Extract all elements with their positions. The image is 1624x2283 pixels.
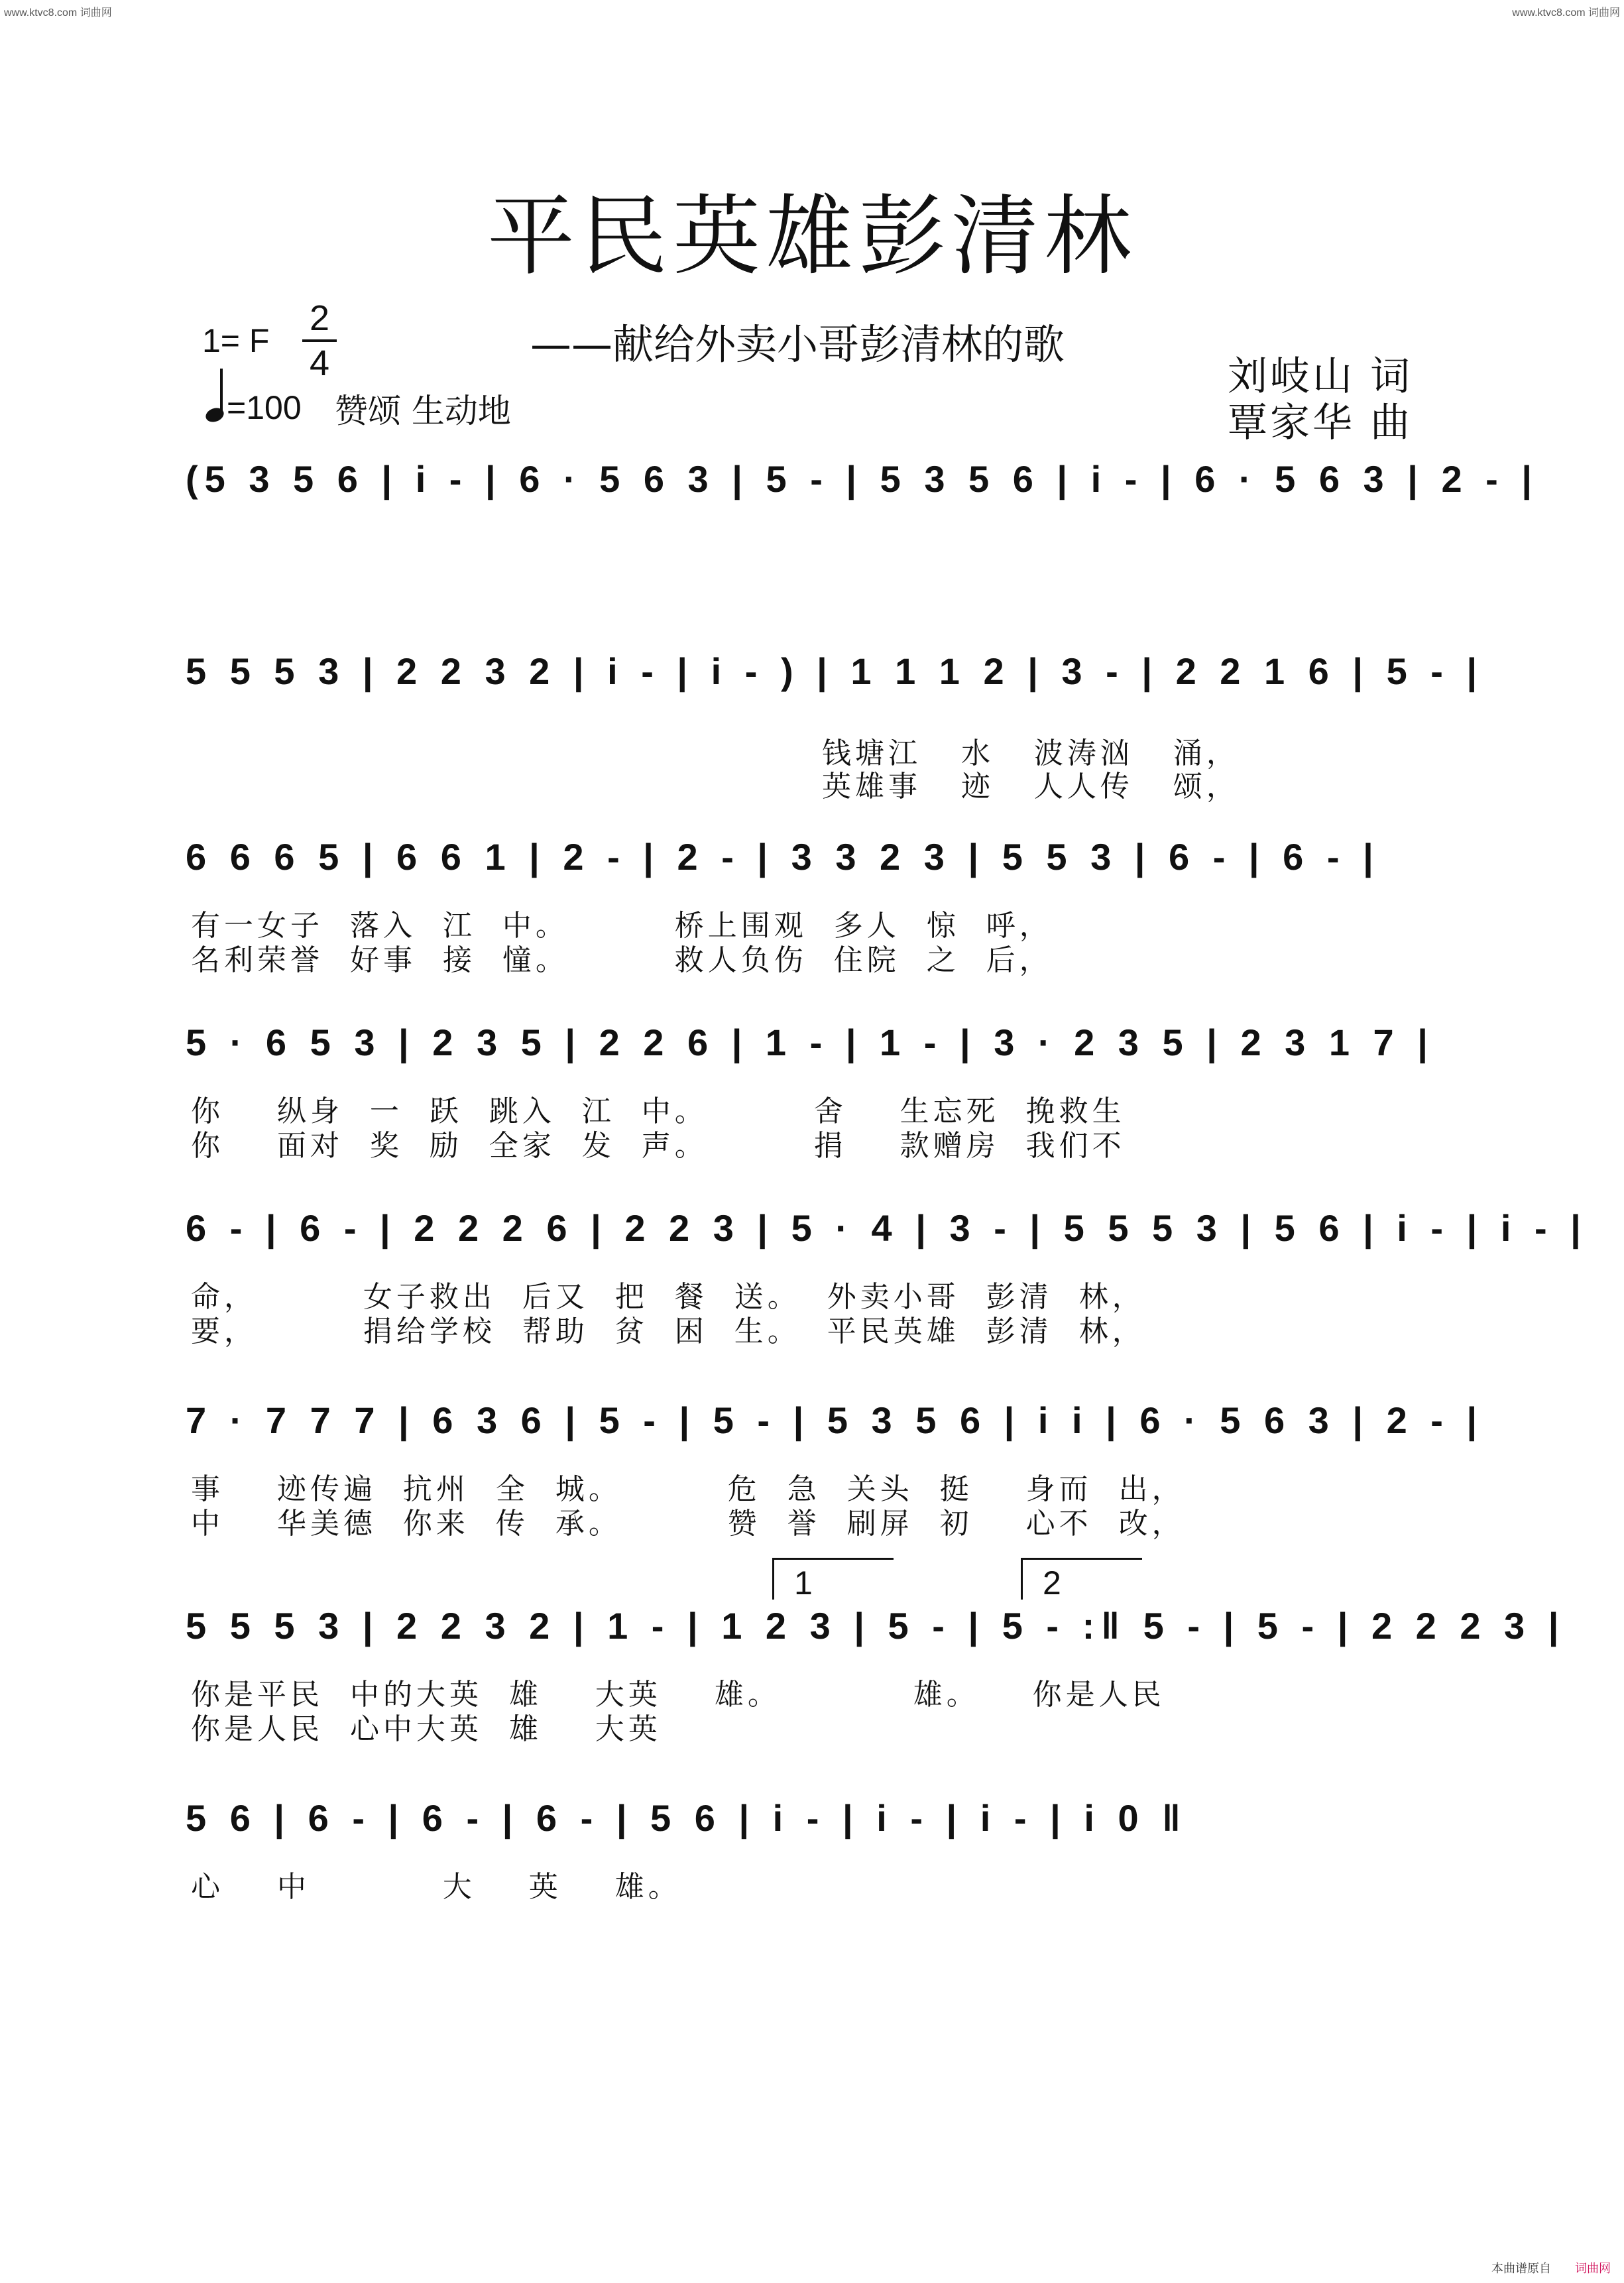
notation-line: 6 6 6 5 | 6 6 1 | 2 - | 2 - | 3 3 2 3 | 5 5 3 | 6 - | 6 - |	[186, 836, 1380, 878]
lyric-verse-1: 事 迹传遍 抗州 全 城。 危 急 关头 挺 身而 出，	[191, 1472, 1185, 1506]
tempo-value: =100	[227, 389, 302, 426]
side-watermark-right	[1609, 40, 1624, 2243]
lyric-verse-2: 你是人民 心中大英 雄 大英	[191, 1712, 662, 1746]
lyric-verse-2: 英雄事 迹 人人传 颂，	[822, 770, 1240, 803]
lyric-verse-2: 名利荣誉 好事 接 憧。 救人负伤 住院 之 后，	[191, 943, 1053, 977]
notation-line: 5 5 5 3 | 2 2 3 2 | i - | i - ) | 1 1 1 2 | 3 - | 2 2 1 6 | 5 - |	[186, 650, 1484, 692]
meter-divider	[302, 339, 337, 342]
volta-bracket-second	[1021, 1558, 1142, 1600]
notation-line: 7 · 7 7 7 | 6 3 6 | 5 - | 5 - | 5 3 5 6 | i i | 6 · 5 6 3 | 2 - |	[186, 1399, 1484, 1441]
notation-line: 5 · 6 5 3 | 2 3 5 | 2 2 6 | 1 - | 1 - | 3 · 2 3 5 | 2 3 1 7 |	[186, 1022, 1434, 1063]
side-watermark-left	[0, 40, 15, 2243]
volta-bracket-first	[772, 1558, 894, 1600]
volta-number: 2	[1043, 1564, 1061, 1602]
lyric-verse-1: 你 纵身 一 跃 跳入 江 中。 舍 生忘死 挽救生	[191, 1094, 1126, 1128]
tempo-marking	[205, 384, 302, 427]
lyric-verse-2: 你 面对 奖 励 全家 发 声。 捐 款赠房 我们不	[191, 1129, 1126, 1163]
meter-top: 2	[309, 298, 330, 338]
lyric-verse-1: 命， 女子救出 后又 把 餐 送。 外卖小哥 彭清 林，	[191, 1280, 1145, 1314]
footer-site-text: 词曲网	[1575, 2262, 1611, 2276]
lyric-verse-2: 中 华美德 你来 传 承。 赞 誉 刷屏 初 心不 改，	[191, 1507, 1185, 1541]
quarter-note-stem	[220, 369, 223, 411]
key-signature: 1= F	[202, 322, 270, 359]
notation-line: 6 - | 6 - | 2 2 2 6 | 2 2 3 | 5 · 4 | 3 - | 5 5 5 3 | 5 6 | i - | i - |	[186, 1207, 1588, 1249]
composer-credit: 覃家华 曲	[1228, 400, 1413, 446]
lyric-verse-1: 有一女子 落入 江 中。 桥上围观 多人 惊 呼，	[191, 909, 1053, 943]
notation-line: 5 6 | 6 - | 6 - | 6 - | 5 6 | i - | i - | i - | i 0 ‖	[186, 1797, 1188, 1839]
expression-marking: 赞颂 生动地	[335, 392, 511, 430]
lyric-verse-1: 钱塘江 水 波涛汹 涌，	[822, 736, 1240, 770]
lyric-verse-1: 心 中 大 英 雄。	[191, 1870, 681, 1904]
watermark-top-right: www.ktvc8.com 词曲网	[1512, 7, 1620, 19]
footer-source-text: 本曲谱原自	[1491, 2262, 1551, 2276]
lyric-verse-1: 你是平民 中的大英 雄 大英 雄。 雄。 你是人民	[191, 1678, 1165, 1712]
lyricist-credit: 刘岐山 词	[1228, 353, 1413, 400]
score-title: 平民英雄彭清林	[487, 186, 1137, 288]
lyric-verse-2: 要， 捐给学校 帮助 贫 困 生。 平民英雄 彭清 林，	[191, 1315, 1145, 1348]
volta-number: 1	[794, 1564, 813, 1602]
time-signature	[300, 298, 339, 383]
notation-line: (5 3 5 6 | i - | 6 · 5 6 3 | 5 - | 5 3 5 6 | i - | 6 · 5 6 3 | 2 - |	[186, 458, 1539, 500]
meter-bottom: 4	[309, 343, 330, 383]
score-subtitle: ——献给外卖小哥彭清林的歌	[530, 320, 1065, 369]
notation-line: 5 5 5 3 | 2 2 3 2 | 1 - | 1 2 3 | 5 - | 5 - :‖ 5 - | 5 - | 2 2 2 3 |	[186, 1605, 1566, 1647]
watermark-top-left: www.ktvc8.com 词曲网	[4, 7, 112, 19]
